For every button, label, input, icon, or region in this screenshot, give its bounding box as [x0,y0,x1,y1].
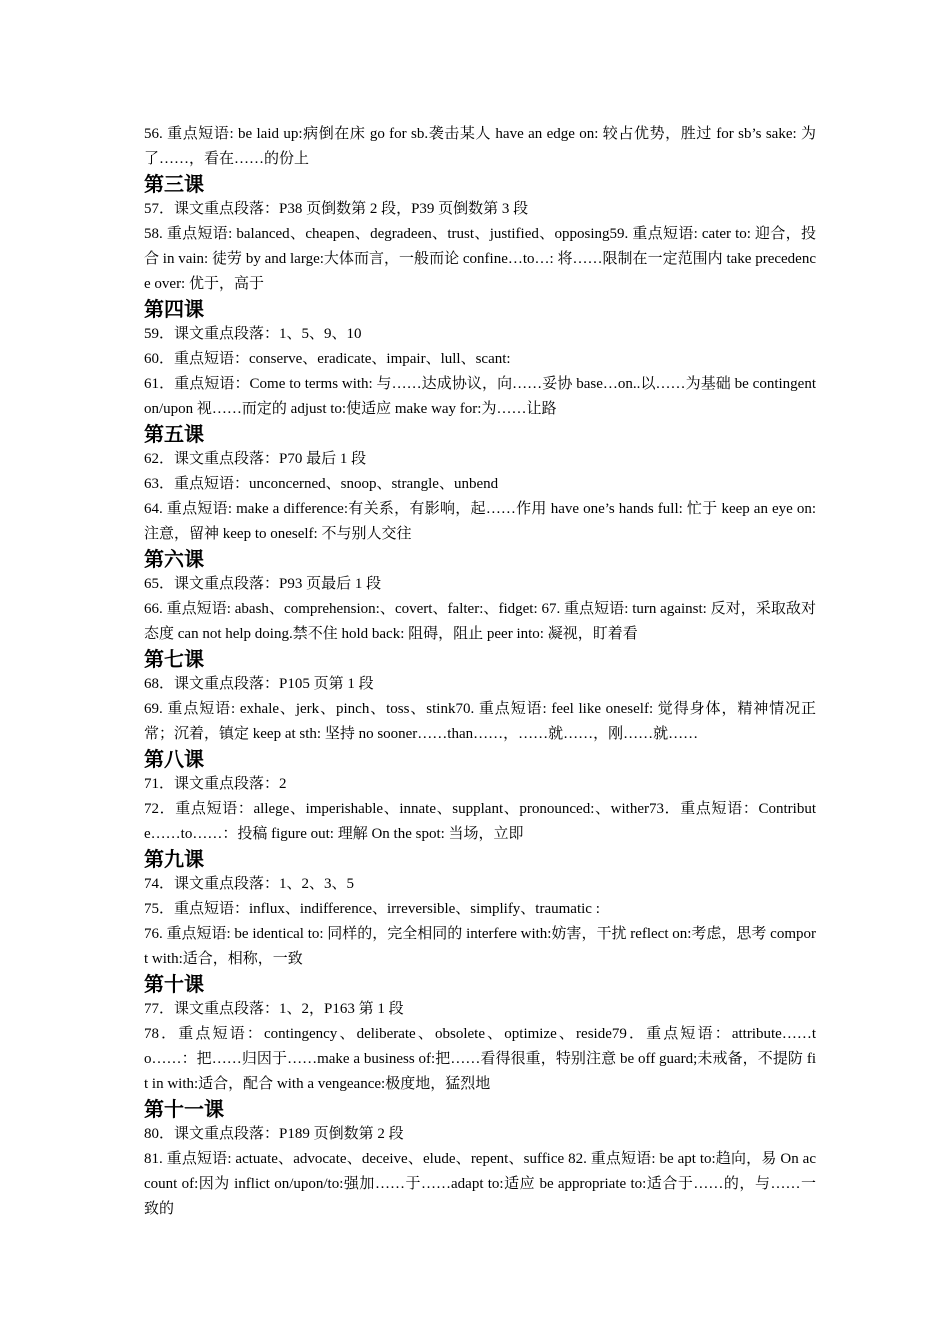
paragraph-75: 75．重点短语：influx、indifference、irreversible、simplify、traumatic : [144,901,600,917]
paragraph-74: 74．课文重点段落：1、2、3、5 [144,876,355,892]
paragraph-76: 76. 重点短语: be identical to: 同样的，完全相同的 interfere with:妨害，干扰 reflect on:考虑，思考 comport with:适合，相称，一致 [144,926,816,967]
lesson-9-heading: 第九课 [144,847,204,871]
paragraph-56: 56. 重点短语: be laid up:病倒在床 go for sb.袭击某人 have an edge on: 较占优势，胜过 for sb’s sake: 为了……，看在……的份上 [144,126,816,167]
lesson-10-heading: 第十课 [144,972,204,996]
lesson-4-heading: 第四课 [144,297,204,321]
paragraph-60: 60．重点短语：conserve、eradicate、impair、lull、scant: [144,351,511,367]
document-body [144,122,820,1222]
lesson-5-heading: 第五课 [144,422,204,446]
paragraph-61: 61．重点短语：Come to terms with: 与……达成协议，向……妥协 base…on..以……为基础 be contingent on/upon 视……而定的 adjust to:使适应 make way for:为……让路 [144,376,820,417]
lesson-3-heading: 第三课 [144,172,204,196]
paragraph-68: 68．课文重点段落：P105 页第 1 段 [144,676,374,692]
paragraph-72: 72．重点短语：allege、imperishable、innate、supplant、pronounced:、wither73．重点短语：Contribute……to……：投稿 figure out: 理解 On the spot: 当场，立即 [144,801,816,842]
paragraph-80: 80．课文重点段落：P189 页倒数第 2 段 [144,1126,404,1142]
paragraph-78: 78．重点短语：contingency、deliberate、obsolete、optimize、reside79．重点短语：attribute……to……：把……归因于……make a business of:把……看得很重，特别注意 be off guard;未戒备，不提防 fit in with:适合，配合 with a vengeance:极度地，猛烈地 [144,1026,816,1092]
paragraph-71: 71．课文重点段落：2 [144,776,287,792]
paragraph-65: 65．课文重点段落：P93 页最后 1 段 [144,576,382,592]
paragraph-58: 58. 重点短语: balanced、cheapen、degradeen、trust、justified、opposing59. 重点短语: cater to: 迎合，投合 in vain: 徒劳 by and large:大体而言，一般而论 confine…to…: 将……限制在一定范围内 take precedence over: 优于，高于 [144,226,816,292]
paragraph-69: 69. 重点短语: exhale、jerk、pinch、toss、stink70. 重点短语: feel like oneself: 觉得身体，精神情况正常；沉着，镇定 keep at sth: 坚持 no sooner……than……，……就……，刚……就…… [144,701,816,742]
paragraph-77: 77．课文重点段落：1、2，P163 第 1 段 [144,1001,404,1017]
lesson-11-heading: 第十一课 [144,1097,224,1121]
paragraph-59: 59．课文重点段落：1、5、9、10 [144,326,362,342]
paragraph-57: 57．课文重点段落：P38 页倒数第 2 段，P39 页倒数第 3 段 [144,201,529,217]
lesson-7-heading: 第七课 [144,647,204,671]
paragraph-66: 66. 重点短语: abash、comprehension:、covert、falter:、fidget: 67. 重点短语: turn against: 反对，采取敌对态度 can not help doing.禁不住 hold back: 阻碍，阻止 peer into: 凝视，盯着看 [144,601,816,642]
lesson-6-heading: 第六课 [144,547,204,571]
paragraph-63: 63．重点短语：unconcerned、snoop、strangle、unbend [144,476,499,492]
paragraph-62: 62．课文重点段落：P70 最后 1 段 [144,451,367,467]
paragraph-81: 81. 重点短语: actuate、advocate、deceive、elude、repent、suffice 82. 重点短语: be apt to:趋向，易 On account of:因为 inflict on/upon/to:强加……于……adapt to:适应 be appropriate to:适合于……的，与……一致的 [144,1151,816,1217]
paragraph-64: 64. 重点短语: make a difference:有关系，有影响，起……作用 have one’s hands full: 忙于 keep an eye on:注意，留神 keep to oneself: 不与别人交往 [144,501,816,542]
lesson-8-heading: 第八课 [144,747,204,771]
